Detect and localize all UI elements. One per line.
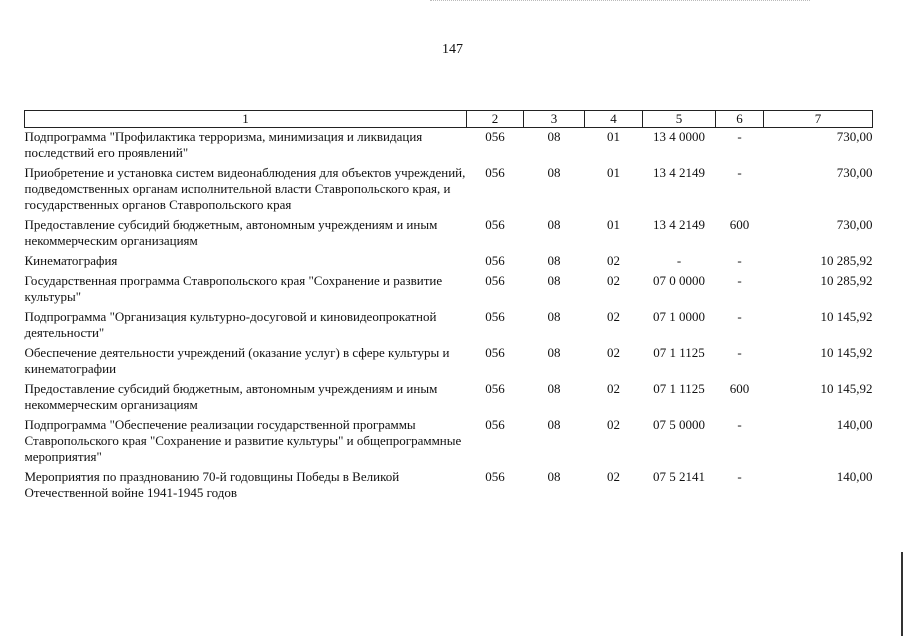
column-header: 5 xyxy=(643,111,716,128)
subsection-code: 01 xyxy=(607,129,620,144)
sum-value: 140,00 xyxy=(836,417,873,432)
sum-value: 140,00 xyxy=(836,469,873,484)
table-row xyxy=(25,128,873,165)
subsection-code: 02 xyxy=(607,345,620,360)
table-row xyxy=(25,216,873,252)
section-code: 08 xyxy=(547,345,561,360)
table-row xyxy=(25,416,873,468)
subsection-code: 02 xyxy=(607,309,620,324)
subsection-code: 02 xyxy=(607,469,620,484)
row-name: Приобретение и установка систем видеонаблюдения для объектов учреждений, подведомственных органам исполнительной власти Ставропольского края, и государственных органов Ставропольского края xyxy=(24,165,466,212)
ministry-code: 056 xyxy=(485,129,505,144)
row-name: Обеспечение деятельности учреждений (оказание услуг) в сфере культуры и кинематографии xyxy=(24,345,450,376)
table-row xyxy=(25,164,873,216)
table-row xyxy=(25,380,873,416)
page-number: 147 xyxy=(442,42,463,57)
row-name: Предоставление субсидий бюджетным, автономным учреждениям и иным некоммерческим организациям xyxy=(24,217,438,248)
expense-type-code: 600 xyxy=(729,381,750,396)
section-code: 08 xyxy=(547,469,561,484)
sum-value: 730,00 xyxy=(836,129,873,144)
subsection-code: 02 xyxy=(607,381,620,396)
ministry-code: 056 xyxy=(485,273,505,288)
ministry-code: 056 xyxy=(485,253,505,268)
section-code: 08 xyxy=(547,309,561,324)
target-article-code: - xyxy=(676,253,682,268)
table-row xyxy=(25,252,873,272)
expense-type-code: 600 xyxy=(729,217,750,232)
sum-value: 10 285,92 xyxy=(820,273,873,288)
sum-value: 10 145,92 xyxy=(820,345,873,360)
ministry-code: 056 xyxy=(485,381,505,396)
ministry-code: 056 xyxy=(485,165,505,180)
budget-table xyxy=(24,110,873,504)
column-header: 4 xyxy=(585,111,643,128)
target-article-code: 07 1 0000 xyxy=(653,309,705,324)
column-header: 7 xyxy=(764,111,873,128)
ministry-code: 056 xyxy=(485,345,505,360)
row-name: Предоставление субсидий бюджетным, автономным учреждениям и иным некоммерческим организациям xyxy=(24,381,438,412)
sum-value: 10 145,92 xyxy=(820,381,873,396)
row-name: Кинематография xyxy=(24,253,118,268)
ministry-code: 056 xyxy=(485,309,505,324)
table-row xyxy=(25,272,873,308)
section-code: 08 xyxy=(547,381,561,396)
section-code: 08 xyxy=(547,129,561,144)
target-article-code: 07 5 2141 xyxy=(653,469,705,484)
ministry-code: 056 xyxy=(485,217,505,232)
sum-value: 10 285,92 xyxy=(820,253,873,268)
column-header: 3 xyxy=(524,111,585,128)
ministry-code: 056 xyxy=(485,417,505,432)
subsection-code: 02 xyxy=(607,253,620,268)
section-code: 08 xyxy=(547,217,561,232)
row-name: Государственная программа Ставропольского края "Сохранение и развитие культуры" xyxy=(24,273,443,304)
table-header-row xyxy=(25,111,873,128)
scan-noise xyxy=(430,0,810,3)
sum-value: 730,00 xyxy=(836,165,873,180)
subsection-code: 01 xyxy=(607,165,620,180)
expense-type-code: - xyxy=(737,345,742,360)
subsection-code: 02 xyxy=(607,417,620,432)
column-header: 1 xyxy=(25,111,467,128)
column-header: 2 xyxy=(467,111,524,128)
target-article-code: 07 1 1125 xyxy=(653,381,705,396)
target-article-code: 07 0 0000 xyxy=(653,273,705,288)
sum-value: 10 145,92 xyxy=(820,309,873,324)
target-article-code: 13 4 2149 xyxy=(653,217,705,232)
ministry-code: 056 xyxy=(485,469,505,484)
row-name: Подпрограмма "Обеспечение реализации государственной программы Ставропольского края "Сохранение и развитие культуры" и общепрограммные мероприятия" xyxy=(24,417,462,464)
table-row xyxy=(25,468,873,504)
expense-type-code: - xyxy=(737,253,742,268)
row-name: Подпрограмма "Профилактика терроризма, минимизация и ликвидация последствий его проявлений" xyxy=(24,129,423,160)
subsection-code: 01 xyxy=(607,217,620,232)
section-code: 08 xyxy=(547,253,561,268)
expense-type-code: - xyxy=(737,165,742,180)
section-code: 08 xyxy=(547,165,561,180)
target-article-code: 13 4 0000 xyxy=(653,129,705,144)
subsection-code: 02 xyxy=(607,273,620,288)
target-article-code: 13 4 2149 xyxy=(653,165,705,180)
scan-edge-mark xyxy=(901,552,903,636)
expense-type-code: - xyxy=(737,417,742,432)
section-code: 08 xyxy=(547,417,561,432)
column-header: 6 xyxy=(716,111,764,128)
row-name: Подпрограмма "Организация культурно-досуговой и киновидеопрокатной деятельности" xyxy=(24,309,437,340)
expense-type-code: - xyxy=(737,273,742,288)
table-row xyxy=(25,308,873,344)
expense-type-code: - xyxy=(737,309,742,324)
table-row xyxy=(25,344,873,380)
row-name: Мероприятия по празднованию 70-й годовщины Победы в Великой Отечественной войне 1941-1945 годов xyxy=(24,469,400,500)
expense-type-code: - xyxy=(737,129,742,144)
section-code: 08 xyxy=(547,273,561,288)
target-article-code: 07 5 0000 xyxy=(653,417,705,432)
target-article-code: 07 1 1125 xyxy=(653,345,705,360)
sum-value: 730,00 xyxy=(836,217,873,232)
expense-type-code: - xyxy=(737,469,742,484)
